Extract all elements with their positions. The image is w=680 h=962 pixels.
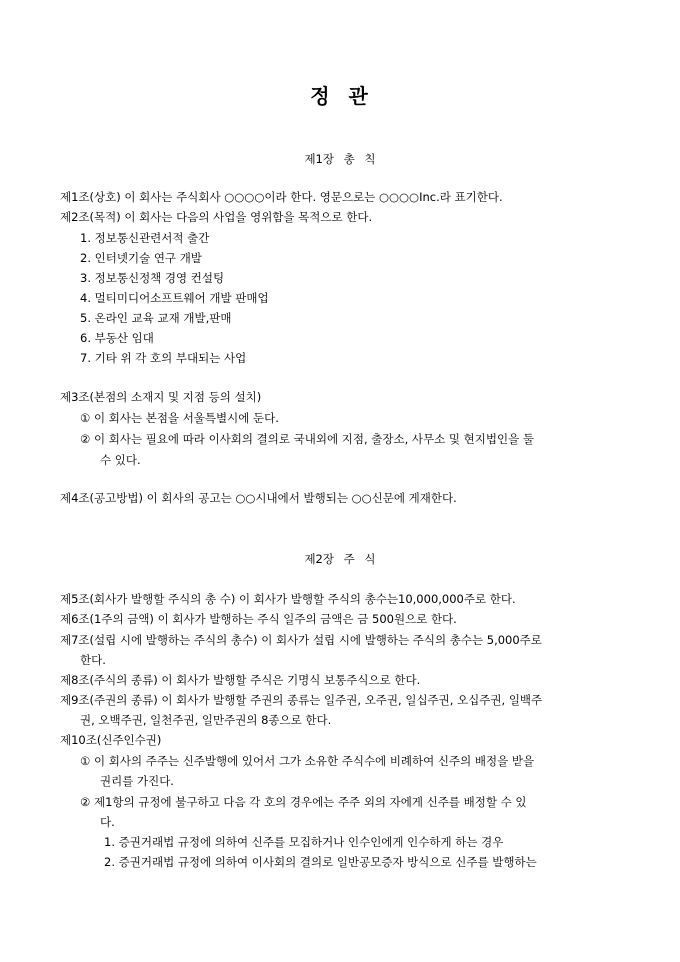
article-2-item: 6. 부동산 임대 bbox=[80, 331, 154, 345]
document-title: 정 관 bbox=[310, 84, 370, 108]
article-3-paragraph-2-cont: 수 있다. bbox=[100, 453, 141, 467]
article-10-item: 2. 증권거래법 규정에 의하여 이사회의 결의로 일반공모증자 방식으로 신주를 발행하는 bbox=[104, 855, 537, 869]
article-2-item: 7. 기타 위 각 호의 부대되는 사업 bbox=[80, 351, 247, 365]
article-10-item: 1. 증권거래법 규정에 의하여 신주를 모집하거나 인수인에게 인수하게 하는 경우 bbox=[104, 835, 504, 849]
article-5: 제5조(회사가 발행할 주식의 총 수) 이 회사가 발행할 주식의 총수는10,000,000주로 한다. bbox=[60, 592, 516, 606]
article-2-item: 5. 온라인 교육 교재 개발,판매 bbox=[80, 311, 232, 325]
article-3-paragraph-2: ② 이 회사는 필요에 따라 이사회의 결의로 국내외에 지점, 출장소, 사무소 및 현지법인을 둘 bbox=[80, 432, 534, 446]
chapter-2-heading: 제2장 주 식 bbox=[304, 552, 376, 566]
article-10-paragraph-1: ① 이 회사의 주주는 신주발행에 있어서 그가 소유한 주식수에 비례하여 신주의 배정을 받을 bbox=[80, 754, 535, 768]
article-2-item: 1. 정보통신관련서적 출간 bbox=[80, 231, 210, 245]
article-1: 제1조(상호) 이 회사는 주식회사 ○○○○이라 한다. 영문으로는 ○○○○Inc.라 표기한다. bbox=[60, 190, 503, 204]
article-10: 제10조(신주인수권) bbox=[60, 733, 162, 747]
article-2: 제2조(목적) 이 회사는 다음의 사업을 영위함을 목적으로 한다. bbox=[60, 210, 373, 224]
article-9: 제9조(주권의 종류) 이 회사가 발행할 주권의 종류는 일주권, 오주권, 일십주권, 오십주권, 일백주 bbox=[60, 693, 543, 707]
article-8: 제8조(주식의 종류) 이 회사가 발행할 주식은 기명식 보통주식으로 한다. bbox=[60, 673, 421, 687]
article-2-item: 3. 정보통신정책 경영 컨설팅 bbox=[80, 271, 225, 285]
article-7: 제7조(설립 시에 발행하는 주식의 총수) 이 회사가 설립 시에 발행하는 주식의 총수는 5,000주로 bbox=[60, 633, 542, 647]
article-9-cont: 권, 오백주권, 일천주권, 일만주권의 8종으로 한다. bbox=[80, 713, 332, 727]
article-10-paragraph-2-cont: 다. bbox=[100, 815, 115, 829]
article-4: 제4조(공고방법) 이 회사의 공고는 ○○시내에서 발행되는 ○○신문에 게재한다. bbox=[60, 491, 457, 505]
article-3-paragraph-1: ① 이 회사는 본점을 서울특별시에 둔다. bbox=[80, 411, 279, 425]
article-2-item: 4. 멀티미디어소프트웨어 개발 판매업 bbox=[80, 291, 269, 305]
article-6: 제6조(1주의 금액) 이 회사가 발행하는 주식 일주의 금액은 금 500원으로 한다. bbox=[60, 612, 457, 626]
article-7-cont: 한다. bbox=[80, 653, 106, 667]
article-10-paragraph-1-cont: 권리를 가진다. bbox=[100, 774, 174, 788]
article-3: 제3조(본점의 소재지 및 지점 등의 설치) bbox=[60, 390, 262, 404]
article-10-paragraph-2: ② 제1항의 규정에 불구하고 다음 각 호의 경우에는 주주 외의 자에게 신주를 배정할 수 있 bbox=[80, 795, 527, 809]
chapter-1-heading: 제1장 총 칙 bbox=[304, 152, 376, 166]
article-2-item: 2. 인터넷기술 연구 개발 bbox=[80, 251, 202, 265]
